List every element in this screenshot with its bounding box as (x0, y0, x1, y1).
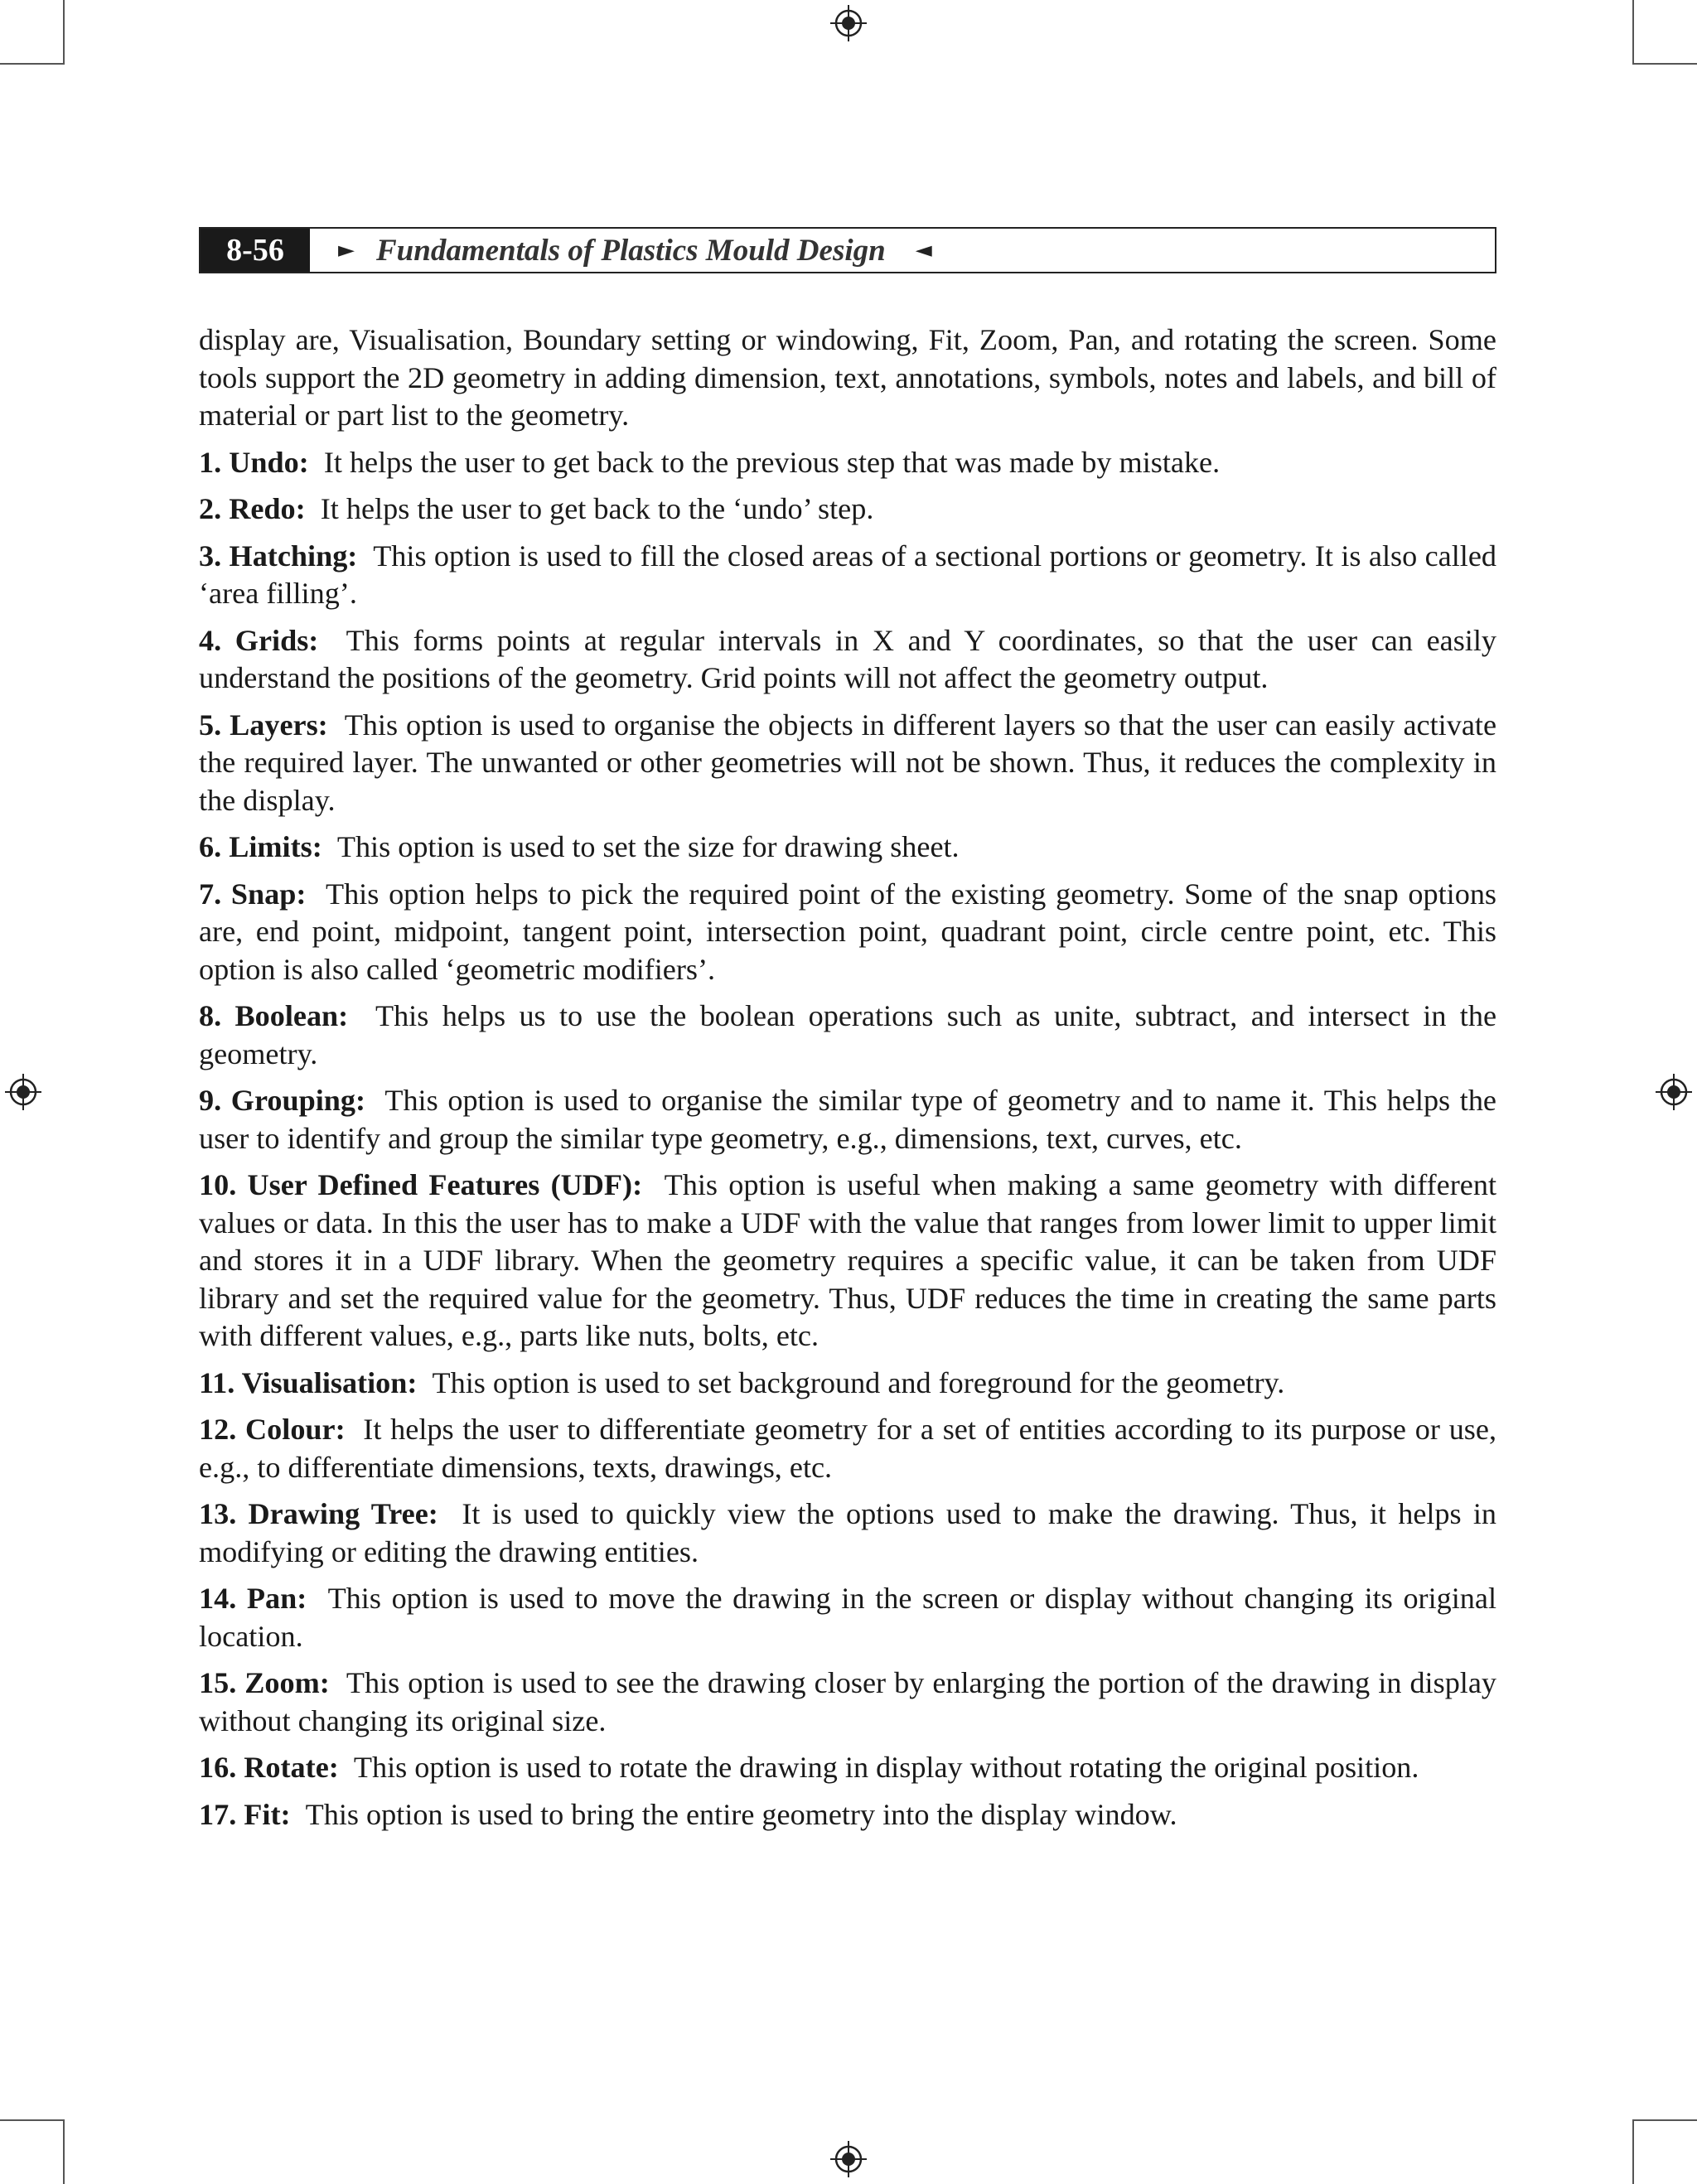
item-text: This option is used to set background and foreground for the geometry. (432, 1365, 1285, 1399)
item-text: This option is used to see the drawing closer by enlarging the portion of the drawing in display without changing its original size. (199, 1666, 1496, 1737)
item-term: 14. Pan: (199, 1582, 307, 1615)
list-item (199, 829, 1496, 867)
crop-mark (0, 2119, 65, 2121)
list-item (199, 1082, 1496, 1157)
list-item (199, 1665, 1496, 1740)
page-body (199, 321, 1496, 1843)
list-item (199, 538, 1496, 613)
registration-mark-icon (830, 2141, 867, 2177)
item-term: 12. Colour: (199, 1413, 346, 1446)
intro-paragraph: display are, Visualisation, Boundary setting or windowing, Fit, Zoom, Pan, and rotating the screen. Some tools support the 2D geometry in adding dimension, text, annotations, symbols, notes and labels, and bill of material or part list to the geometry. (199, 323, 1496, 432)
crop-mark (1632, 2119, 1634, 2184)
list-item (199, 490, 1496, 529)
item-term: 1. Undo: (199, 445, 309, 479)
item-term: 3. Hatching: (199, 539, 358, 573)
crop-mark (63, 2119, 65, 2184)
item-term: 2. Redo: (199, 492, 306, 525)
registration-mark-icon (1656, 1074, 1692, 1110)
item-text: This option is used to set the size for drawing sheet. (336, 830, 960, 863)
item-text: It helps the user to get back to the ‘undo’ step. (320, 492, 874, 525)
crop-mark (0, 63, 65, 65)
crop-mark (1632, 0, 1634, 65)
list-item (199, 1167, 1496, 1355)
item-term: 7. Snap: (199, 877, 307, 911)
list-item (199, 998, 1496, 1073)
registration-mark-icon (830, 5, 867, 41)
item-term: 5. Layers: (199, 708, 328, 742)
item-text: This option is used to fill the closed areas of a sectional portions or geometry. It is also called ‘area filling’. (199, 539, 1497, 610)
item-text: This helps us to use the boolean operations such as unite, subtract, and intersect in the geometry. (199, 999, 1497, 1070)
left-triangle-icon: ◄ (915, 238, 932, 263)
item-text: It is used to quickly view the options used to make the drawing. Thus, it helps in modifying or editing the drawing entities. (199, 1497, 1497, 1568)
list-item (199, 1495, 1496, 1571)
item-text: It helps the user to differentiate geometry for a set of entities according to its purpose or use, e.g., to differentiate dimensions, texts, drawings, etc. (199, 1413, 1496, 1484)
registration-mark-icon (5, 1074, 41, 1110)
list-item (199, 1749, 1496, 1787)
option-list (199, 444, 1496, 1834)
item-text: It helps the user to get back to the previous step that was made by mistake. (323, 445, 1221, 479)
item-text: This option is used to organise the similar type of geometry and to name it. This helps the user to identify and group the similar type geometry, e.g., dimensions, text, curves, etc. (199, 1084, 1496, 1155)
item-term: 11. Visualisation: (199, 1365, 418, 1399)
item-text: This option helps to pick the required point of the existing geometry. Some of the snap options are, end point, midpoint, tangent point, intersection point, quadrant point, circle centre point, etc. This option is also called ‘geometric modifiers’. (199, 877, 1496, 986)
list-item (199, 1411, 1496, 1486)
list-item (199, 622, 1496, 698)
item-term: 16. Rotate: (199, 1751, 339, 1784)
item-term: 15. Zoom: (199, 1666, 330, 1699)
crop-mark (63, 0, 65, 65)
list-item (199, 876, 1496, 989)
page-number: 8-56 (201, 229, 310, 272)
item-text: This option is used to rotate the drawing in display without rotating the original position. (353, 1751, 1419, 1784)
list-item (199, 1796, 1496, 1834)
item-term: 8. Boolean: (199, 999, 349, 1032)
item-text: This option is used to move the drawing in the screen or display without changing its original location. (199, 1582, 1497, 1653)
list-item (199, 707, 1496, 820)
item-term: 13. Drawing Tree: (199, 1497, 438, 1530)
crop-mark (1632, 63, 1697, 65)
list-item (199, 1365, 1496, 1403)
item-term: 10. User Defined Features (UDF): (199, 1168, 643, 1201)
list-item (199, 1580, 1496, 1655)
item-term: 9. Grouping: (199, 1084, 366, 1117)
right-triangle-icon: ► (338, 238, 355, 263)
item-term: 6. Limits: (199, 830, 322, 863)
item-text: This option is useful when making a same geometry with different values or data. In this the user has to make a UDF with the value that ranges from lower limit to upper limit and stores it in a UDF library. When the geometry requires a specific value, it can be taken from UDF library and set the required value for the geometry. Thus, UDF reduces the time in creating the same parts with different values, e.g., parts like nuts, bolts, etc. (199, 1168, 1497, 1352)
running-header (199, 227, 1496, 273)
crop-mark (1632, 2119, 1697, 2121)
item-text: This option is used to bring the entire geometry into the display window. (305, 1797, 1177, 1831)
item-text: This option is used to organise the objects in different layers so that the user can easily activate the required layer. The unwanted or other geometries will not be shown. Thus, it reduces the complexity in the display. (199, 708, 1497, 817)
item-term: 17. Fit: (199, 1797, 291, 1831)
list-item (199, 444, 1496, 482)
book-title: Fundamentals of Plastics Mould Design (376, 233, 886, 268)
item-term: 4. Grids: (199, 623, 319, 657)
item-text: This forms points at regular intervals in X and Y coordinates, so that the user can easily understand the positions of the geometry. Grid points will not affect the geometry output. (199, 623, 1497, 694)
